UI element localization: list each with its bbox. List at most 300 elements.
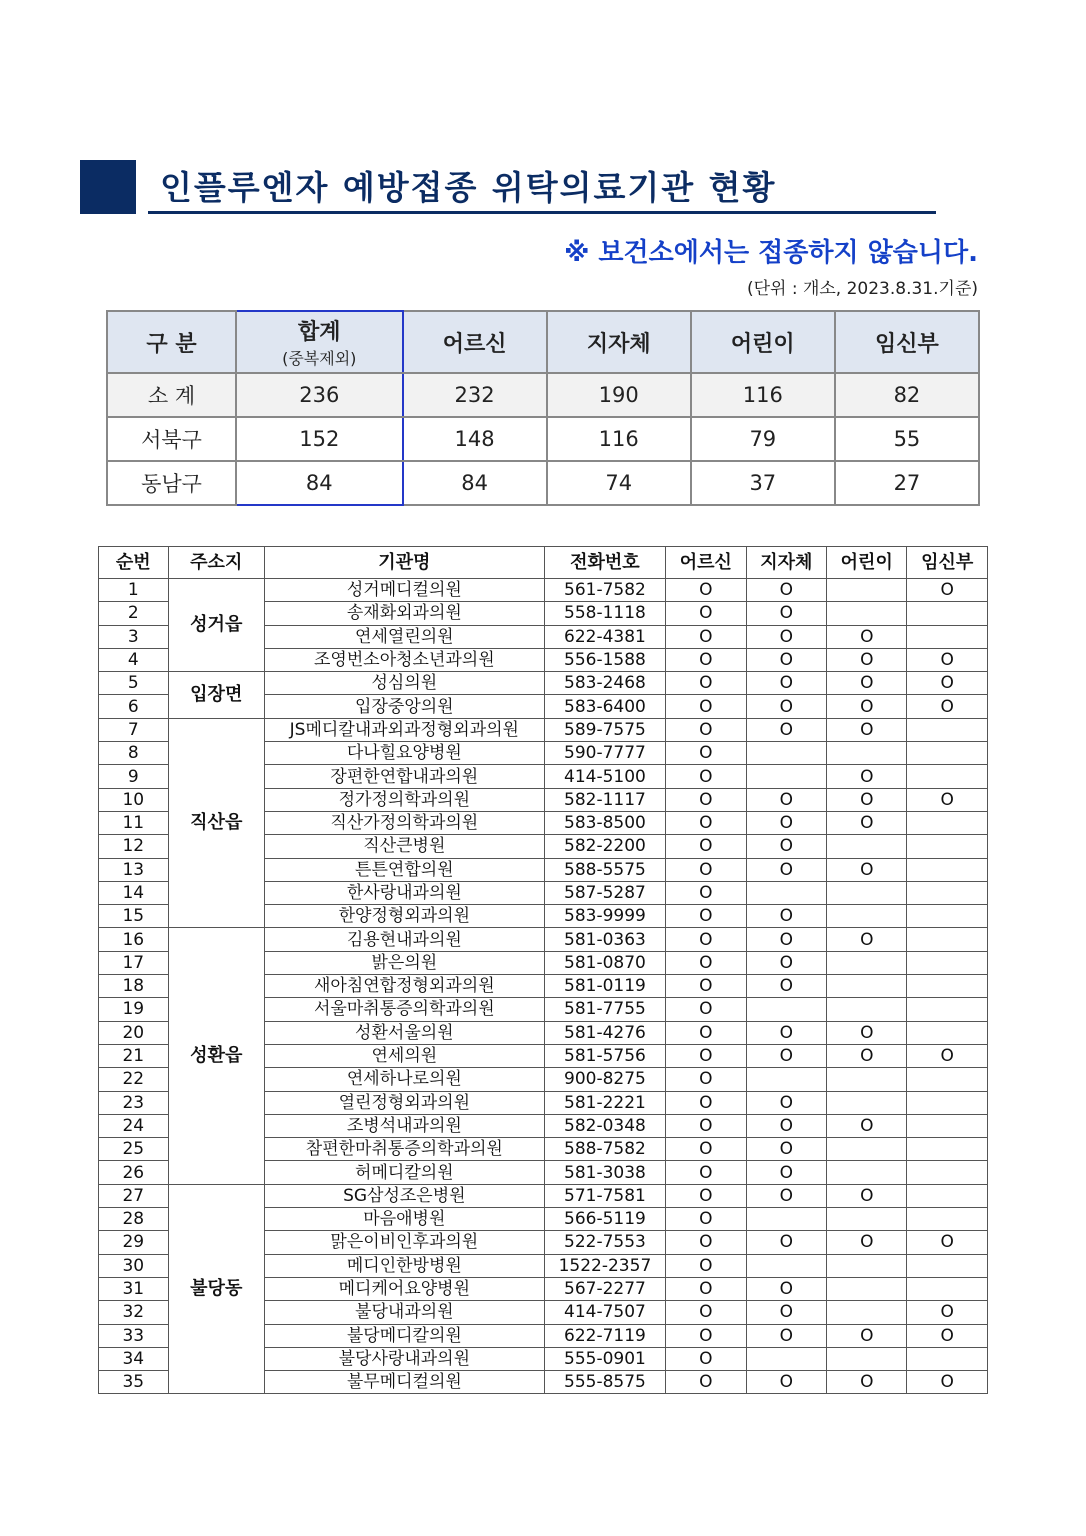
- pregnant-mark: [907, 1068, 988, 1091]
- local-mark: O: [746, 602, 826, 625]
- row-no: 10: [99, 788, 169, 811]
- elder-mark: O: [666, 1184, 746, 1207]
- header-region: 주소지: [168, 547, 264, 579]
- institution-name: 연세의원: [264, 1044, 544, 1067]
- row-no: 3: [99, 625, 169, 648]
- elder-mark: O: [666, 928, 746, 951]
- pregnant-mark: [907, 1091, 988, 1114]
- summary-table: [106, 310, 980, 506]
- row-no: 4: [99, 648, 169, 671]
- local-mark: O: [746, 695, 826, 718]
- unit-note: (단위 : 개소, 2023.8.31.기준): [746, 279, 978, 299]
- table-row: [99, 1184, 988, 1207]
- row-no: 20: [99, 1021, 169, 1044]
- local-mark: [746, 881, 826, 904]
- child-mark: [827, 1138, 907, 1161]
- phone-number: 583-2468: [544, 672, 665, 695]
- institution-name: 한사랑내과의원: [264, 881, 544, 904]
- elder-mark: O: [666, 975, 746, 998]
- phone-number: 556-1588: [544, 648, 665, 671]
- child-mark: [827, 742, 907, 765]
- elder-mark: O: [666, 625, 746, 648]
- institution-name: 메디케어요양병원: [264, 1277, 544, 1300]
- phone-number: 555-8575: [544, 1371, 665, 1394]
- elder-mark: O: [666, 1347, 746, 1370]
- table-row: [99, 928, 988, 951]
- row-no: 24: [99, 1114, 169, 1137]
- pregnant-mark: [907, 858, 988, 881]
- institution-name: SG삼성조은병원: [264, 1184, 544, 1207]
- header-name: 기관명: [264, 547, 544, 579]
- institution-name: 조영번소아청소년과의원: [264, 648, 544, 671]
- elder-mark: O: [666, 1371, 746, 1394]
- child-mark: O: [827, 1114, 907, 1137]
- child-mark: O: [827, 765, 907, 788]
- child-mark: O: [827, 1371, 907, 1394]
- local-mark: O: [746, 1277, 826, 1300]
- summary-row-elder: 232: [403, 373, 547, 417]
- institution-name: 연세하나로의원: [264, 1068, 544, 1091]
- child-mark: O: [827, 672, 907, 695]
- pregnant-mark: [907, 1114, 988, 1137]
- institution-name: 불당메디칼의원: [264, 1324, 544, 1347]
- phone-number: 582-2200: [544, 835, 665, 858]
- phone-number: 582-0348: [544, 1114, 665, 1137]
- elder-mark: O: [666, 1161, 746, 1184]
- summary-row-pregnant: 27: [835, 461, 979, 505]
- child-mark: O: [827, 1324, 907, 1347]
- elder-mark: O: [666, 1208, 746, 1231]
- local-mark: [746, 998, 826, 1021]
- row-no: 11: [99, 811, 169, 834]
- pregnant-mark: [907, 998, 988, 1021]
- summary-header-child: 어린이: [691, 311, 835, 373]
- row-no: 33: [99, 1324, 169, 1347]
- child-mark: O: [827, 928, 907, 951]
- summary-row-total: 152: [236, 417, 403, 461]
- elder-mark: O: [666, 951, 746, 974]
- local-mark: O: [746, 1161, 826, 1184]
- summary-row-pregnant: 55: [835, 417, 979, 461]
- elder-mark: O: [666, 672, 746, 695]
- phone-number: 581-5756: [544, 1044, 665, 1067]
- child-mark: [827, 579, 907, 602]
- child-mark: [827, 975, 907, 998]
- institution-name: 한양정형외과의원: [264, 905, 544, 928]
- phone-number: 900-8275: [544, 1068, 665, 1091]
- institution-name: 다나힐요양병원: [264, 742, 544, 765]
- region-cell: 성환읍: [168, 928, 264, 1184]
- child-mark: [827, 602, 907, 625]
- local-mark: O: [746, 788, 826, 811]
- table-row: [99, 718, 988, 741]
- header-no: 순번: [99, 547, 169, 579]
- region-cell: 불당동: [168, 1184, 264, 1394]
- phone-number: 583-8500: [544, 811, 665, 834]
- local-mark: [746, 1347, 826, 1370]
- summary-row-local: 190: [547, 373, 691, 417]
- child-mark: O: [827, 858, 907, 881]
- local-mark: O: [746, 1138, 826, 1161]
- child-mark: O: [827, 1021, 907, 1044]
- institution-name: 마음애병원: [264, 1208, 544, 1231]
- summary-row-child: 79: [691, 417, 835, 461]
- child-mark: [827, 1254, 907, 1277]
- local-mark: O: [746, 1371, 826, 1394]
- child-mark: [827, 1161, 907, 1184]
- region-cell: 성거읍: [168, 579, 264, 672]
- summary-row-label: 소 계: [107, 373, 236, 417]
- summary-row-elder: 84: [403, 461, 547, 505]
- summary-row-child: 37: [691, 461, 835, 505]
- pregnant-mark: [907, 1184, 988, 1207]
- phone-number: 571-7581: [544, 1184, 665, 1207]
- page-title: 인플루엔자 예방접종 위탁의료기관 현황: [160, 168, 777, 207]
- row-no: 7: [99, 718, 169, 741]
- local-mark: O: [746, 672, 826, 695]
- pregnant-mark: O: [907, 1044, 988, 1067]
- summary-row-label: 서북구: [107, 417, 236, 461]
- header-local: 지자체: [746, 547, 826, 579]
- pregnant-mark: [907, 765, 988, 788]
- pregnant-mark: O: [907, 1231, 988, 1254]
- pregnant-mark: [907, 1208, 988, 1231]
- institution-name: 입장중앙의원: [264, 695, 544, 718]
- child-mark: [827, 881, 907, 904]
- elder-mark: O: [666, 788, 746, 811]
- pregnant-mark: [907, 881, 988, 904]
- pregnant-mark: [907, 742, 988, 765]
- elder-mark: O: [666, 695, 746, 718]
- institution-name: 성환서울의원: [264, 1021, 544, 1044]
- phone-number: 583-9999: [544, 905, 665, 928]
- elder-mark: O: [666, 1091, 746, 1114]
- institution-name: 맑은이비인후과의원: [264, 1231, 544, 1254]
- child-mark: O: [827, 695, 907, 718]
- summary-row-label: 동남구: [107, 461, 236, 505]
- phone-number: 589-7575: [544, 718, 665, 741]
- summary-header-label: 구 분: [107, 311, 236, 373]
- summary-header-elder: 어르신: [403, 311, 547, 373]
- local-mark: O: [746, 1231, 826, 1254]
- local-mark: O: [746, 858, 826, 881]
- row-no: 21: [99, 1044, 169, 1067]
- title-underline: [148, 211, 936, 214]
- summary-header-local: 지자체: [547, 311, 691, 373]
- summary-header-total-text: 합계: [298, 320, 341, 345]
- institution-name: 조병석내과의원: [264, 1114, 544, 1137]
- local-mark: [746, 765, 826, 788]
- phone-number: 1522-2357: [544, 1254, 665, 1277]
- local-mark: O: [746, 1184, 826, 1207]
- row-no: 1: [99, 579, 169, 602]
- row-no: 14: [99, 881, 169, 904]
- phone-number: 581-4276: [544, 1021, 665, 1044]
- child-mark: [827, 905, 907, 928]
- elder-mark: O: [666, 718, 746, 741]
- region-cell: 직산읍: [168, 718, 264, 928]
- phone-number: 622-7119: [544, 1324, 665, 1347]
- summary-row: [107, 417, 979, 461]
- elder-mark: O: [666, 579, 746, 602]
- local-mark: O: [746, 811, 826, 834]
- row-no: 25: [99, 1138, 169, 1161]
- local-mark: O: [746, 928, 826, 951]
- local-mark: O: [746, 1021, 826, 1044]
- summary-row-elder: 148: [403, 417, 547, 461]
- row-no: 35: [99, 1371, 169, 1394]
- elder-mark: O: [666, 742, 746, 765]
- local-mark: O: [746, 1091, 826, 1114]
- phone-number: 587-5287: [544, 881, 665, 904]
- phone-number: 581-3038: [544, 1161, 665, 1184]
- child-mark: [827, 1301, 907, 1324]
- pregnant-mark: O: [907, 579, 988, 602]
- child-mark: O: [827, 1044, 907, 1067]
- institution-name: 열린정형외과의원: [264, 1091, 544, 1114]
- row-no: 30: [99, 1254, 169, 1277]
- child-mark: [827, 1347, 907, 1370]
- row-no: 34: [99, 1347, 169, 1370]
- pregnant-mark: [907, 905, 988, 928]
- elder-mark: O: [666, 835, 746, 858]
- phone-number: 555-0901: [544, 1347, 665, 1370]
- institution-name: 김용현내과의원: [264, 928, 544, 951]
- child-mark: O: [827, 718, 907, 741]
- pregnant-mark: [907, 1277, 988, 1300]
- pregnant-mark: [907, 602, 988, 625]
- elder-mark: O: [666, 1301, 746, 1324]
- phone-number: 581-7755: [544, 998, 665, 1021]
- local-mark: [746, 742, 826, 765]
- institution-name: 송재화외과의원: [264, 602, 544, 625]
- table-row: [99, 579, 988, 602]
- local-mark: O: [746, 579, 826, 602]
- child-mark: [827, 1277, 907, 1300]
- institution-name: 불무메디컬의원: [264, 1371, 544, 1394]
- notice-text: ※ 보건소에서는 접종하지 않습니다.: [564, 238, 978, 268]
- child-mark: [827, 1091, 907, 1114]
- institution-body: [99, 579, 988, 1394]
- row-no: 28: [99, 1208, 169, 1231]
- institution-name: 밝은의원: [264, 951, 544, 974]
- local-mark: O: [746, 625, 826, 648]
- child-mark: O: [827, 1231, 907, 1254]
- phone-number: 582-1117: [544, 788, 665, 811]
- row-no: 18: [99, 975, 169, 998]
- phone-number: 561-7582: [544, 579, 665, 602]
- institution-table: [98, 546, 988, 1394]
- pregnant-mark: O: [907, 788, 988, 811]
- elder-mark: O: [666, 1324, 746, 1347]
- pregnant-mark: O: [907, 1371, 988, 1394]
- institution-name: 메디인한방병원: [264, 1254, 544, 1277]
- pregnant-mark: [907, 928, 988, 951]
- pregnant-mark: [907, 1254, 988, 1277]
- elder-mark: O: [666, 602, 746, 625]
- row-no: 6: [99, 695, 169, 718]
- elder-mark: O: [666, 1044, 746, 1067]
- summary-header-pregnant: 임신부: [835, 311, 979, 373]
- table-row: [99, 672, 988, 695]
- phone-number: 414-5100: [544, 765, 665, 788]
- local-mark: [746, 1254, 826, 1277]
- pregnant-mark: O: [907, 672, 988, 695]
- title-accent-block: [80, 160, 136, 214]
- row-no: 23: [99, 1091, 169, 1114]
- phone-number: 581-2221: [544, 1091, 665, 1114]
- institution-header-row: [99, 547, 988, 579]
- elder-mark: O: [666, 881, 746, 904]
- child-mark: [827, 951, 907, 974]
- summary-header-row: [107, 311, 979, 373]
- phone-number: 558-1118: [544, 602, 665, 625]
- row-no: 32: [99, 1301, 169, 1324]
- local-mark: O: [746, 648, 826, 671]
- pregnant-mark: [907, 1021, 988, 1044]
- pregnant-mark: [907, 835, 988, 858]
- local-mark: O: [746, 1044, 826, 1067]
- local-mark: O: [746, 1301, 826, 1324]
- elder-mark: O: [666, 1138, 746, 1161]
- pregnant-mark: [907, 975, 988, 998]
- child-mark: [827, 998, 907, 1021]
- row-no: 26: [99, 1161, 169, 1184]
- child-mark: [827, 1068, 907, 1091]
- row-no: 17: [99, 951, 169, 974]
- institution-name: JS메디칼내과외과정형외과의원: [264, 718, 544, 741]
- row-no: 16: [99, 928, 169, 951]
- elder-mark: O: [666, 1068, 746, 1091]
- institution-name: 참편한마취통증의학과의원: [264, 1138, 544, 1161]
- row-no: 29: [99, 1231, 169, 1254]
- row-no: 5: [99, 672, 169, 695]
- row-no: 13: [99, 858, 169, 881]
- local-mark: [746, 1068, 826, 1091]
- pregnant-mark: [907, 1347, 988, 1370]
- pregnant-mark: [907, 1161, 988, 1184]
- summary-row-local: 116: [547, 417, 691, 461]
- pregnant-mark: [907, 625, 988, 648]
- header-child: 어린이: [827, 547, 907, 579]
- pregnant-mark: O: [907, 648, 988, 671]
- institution-name: 불당내과의원: [264, 1301, 544, 1324]
- local-mark: O: [746, 905, 826, 928]
- pregnant-mark: O: [907, 1324, 988, 1347]
- elder-mark: O: [666, 905, 746, 928]
- pregnant-mark: [907, 718, 988, 741]
- institution-name: 튼튼연합의원: [264, 858, 544, 881]
- elder-mark: O: [666, 811, 746, 834]
- institution-name: 직산가정의학과의원: [264, 811, 544, 834]
- elder-mark: O: [666, 1254, 746, 1277]
- summary-row: [107, 373, 979, 417]
- summary-row-total: 84: [236, 461, 403, 505]
- row-no: 31: [99, 1277, 169, 1300]
- summary-header-total: [236, 311, 403, 373]
- institution-name: 연세열린의원: [264, 625, 544, 648]
- institution-name: 성심의원: [264, 672, 544, 695]
- elder-mark: O: [666, 1231, 746, 1254]
- header-pregnant: 임신부: [907, 547, 988, 579]
- elder-mark: O: [666, 765, 746, 788]
- row-no: 2: [99, 602, 169, 625]
- phone-number: 414-7507: [544, 1301, 665, 1324]
- elder-mark: O: [666, 1277, 746, 1300]
- phone-number: 566-5119: [544, 1208, 665, 1231]
- phone-number: 588-5575: [544, 858, 665, 881]
- elder-mark: O: [666, 648, 746, 671]
- phone-number: 581-0363: [544, 928, 665, 951]
- phone-number: 583-6400: [544, 695, 665, 718]
- local-mark: O: [746, 951, 826, 974]
- phone-number: 622-4381: [544, 625, 665, 648]
- phone-number: 588-7582: [544, 1138, 665, 1161]
- child-mark: O: [827, 648, 907, 671]
- child-mark: O: [827, 788, 907, 811]
- elder-mark: O: [666, 1114, 746, 1137]
- summary-row: [107, 461, 979, 505]
- local-mark: O: [746, 975, 826, 998]
- local-mark: O: [746, 835, 826, 858]
- local-mark: O: [746, 718, 826, 741]
- institution-name: 서울마취통증의학과의원: [264, 998, 544, 1021]
- row-no: 27: [99, 1184, 169, 1207]
- institution-name: 허메디칼의원: [264, 1161, 544, 1184]
- institution-name: 성거메디컬의원: [264, 579, 544, 602]
- row-no: 15: [99, 905, 169, 928]
- summary-header-total-sub: (중복제외): [282, 349, 357, 368]
- child-mark: O: [827, 811, 907, 834]
- pregnant-mark: [907, 1138, 988, 1161]
- institution-name: 장편한연합내과의원: [264, 765, 544, 788]
- child-mark: [827, 835, 907, 858]
- pregnant-mark: [907, 951, 988, 974]
- pregnant-mark: O: [907, 1301, 988, 1324]
- child-mark: O: [827, 625, 907, 648]
- summary-row-pregnant: 82: [835, 373, 979, 417]
- header-elder: 어르신: [666, 547, 746, 579]
- institution-name: 새아침연합정형외과의원: [264, 975, 544, 998]
- local-mark: O: [746, 1324, 826, 1347]
- local-mark: [746, 1208, 826, 1231]
- child-mark: [827, 1208, 907, 1231]
- child-mark: O: [827, 1184, 907, 1207]
- local-mark: O: [746, 1114, 826, 1137]
- institution-name: 정가정의학과의원: [264, 788, 544, 811]
- pregnant-mark: O: [907, 695, 988, 718]
- row-no: 22: [99, 1068, 169, 1091]
- institution-name: 직산큰병원: [264, 835, 544, 858]
- summary-row-total: 236: [236, 373, 403, 417]
- row-no: 9: [99, 765, 169, 788]
- elder-mark: O: [666, 1021, 746, 1044]
- phone-number: 581-0870: [544, 951, 665, 974]
- summary-row-child: 116: [691, 373, 835, 417]
- region-cell: 입장면: [168, 672, 264, 719]
- phone-number: 581-0119: [544, 975, 665, 998]
- elder-mark: O: [666, 858, 746, 881]
- elder-mark: O: [666, 998, 746, 1021]
- row-no: 12: [99, 835, 169, 858]
- row-no: 19: [99, 998, 169, 1021]
- header-tel: 전화번호: [544, 547, 665, 579]
- pregnant-mark: [907, 811, 988, 834]
- phone-number: 522-7553: [544, 1231, 665, 1254]
- phone-number: 567-2277: [544, 1277, 665, 1300]
- row-no: 8: [99, 742, 169, 765]
- institution-name: 불당사랑내과의원: [264, 1347, 544, 1370]
